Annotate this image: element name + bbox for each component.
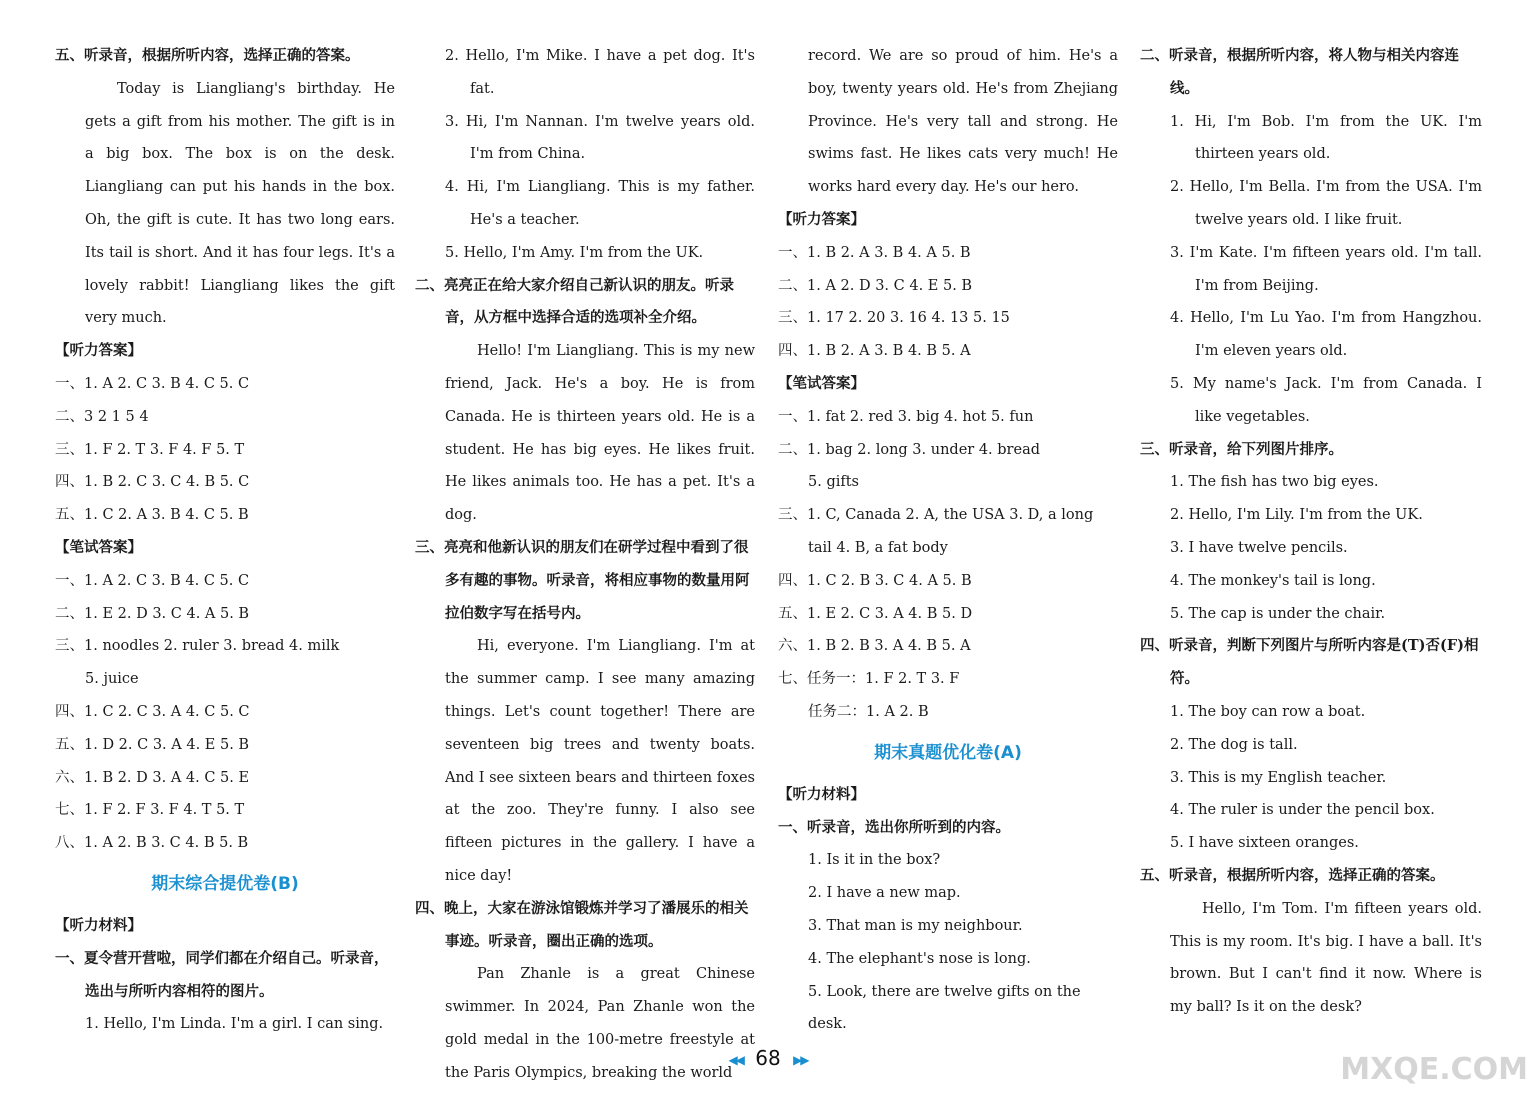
text-line: 二、亮亮正在给大家介绍自己新认识的朋友。听录音，从方框中选择合适的选项补全介绍。 (415, 276, 734, 327)
text-line: 七、任务一：1. F 2. T 3. F (778, 671, 960, 688)
column-2 (415, 40, 755, 1090)
text-line: 四、听录音，判断下列图片与所听内容是(T)否(F)相符。 (1140, 637, 1479, 688)
text-line: 2. Hello, I'm Bella. I'm from the USA. I'm twelve years old. I like fruit. (1170, 179, 1482, 228)
text-line: 四、1. C 2. C 3. A 4. C 5. C (55, 703, 250, 720)
text-line: Hello! I'm Liangliang. This is my new friend, Jack. He's a boy. He is from Canada. He is thirteen years old. He is a student. He has big eyes. He likes fruit. He likes animals too. He has a pet. It's a dog. (445, 343, 755, 524)
text-line: 六、1. B 2. B 3. A 4. B 5. A (778, 638, 971, 655)
text-line: 2. Hello, I'm Lily. I'm from the UK. (1170, 507, 1423, 524)
text-line: 5. juice (85, 671, 139, 688)
text-line: 4. Hi, I'm Liangliang. This is my father. He's a teacher. (445, 179, 755, 228)
text-line: 四、晚上，大家在游泳馆锻炼并学习了潘展乐的相关事迹。听录音，圈出正确的选项。 (415, 899, 749, 950)
text-line: 二、1. A 2. D 3. C 4. E 5. B (778, 277, 973, 294)
text-line: 五、1. D 2. C 3. A 4. E 5. B (55, 736, 250, 753)
text-line: 5. gifts (808, 474, 859, 491)
text-line: 【听力材料】 (55, 916, 142, 934)
text-line: 四、1. B 2. C 3. C 4. B 5. C (55, 474, 250, 491)
column-1 (55, 40, 395, 1041)
text-line: Today is Liangliang's birthday. He gets a gift from his mother. The gift is in a big box. The box is on the desk. Liangliang can put his hands in the box. Oh, the gift is cute. It has two long ears. Its tail is short. And it has four legs. It's a lovely rabbit! Liangliang likes the gift very much. (85, 80, 395, 327)
text-line: 4. The ruler is under the pencil box. (1170, 802, 1435, 819)
text-line: 1. The fish has two big eyes. (1170, 474, 1379, 491)
text-line: 三、1. noodles 2. ruler 3. bread 4. milk (55, 638, 340, 655)
text-line: 【听力答案】 (55, 342, 142, 360)
text-line: 三、听录音，给下列图片排序。 (1140, 440, 1343, 458)
text-line: 2. Hello, I'm Mike. I have a pet dog. It's fat. (445, 48, 755, 97)
text-line: 三、1. 17 2. 20 3. 16 4. 13 5. 15 (778, 310, 1010, 327)
text-line: 3. I'm Kate. I'm fifteen years old. I'm tall. I'm from Beijing. (1170, 244, 1482, 294)
section-title: 期末真题优化卷(A) (874, 742, 1022, 763)
text-line: 1. Is it in the box? (808, 852, 941, 869)
text-line: 【笔试答案】 (55, 538, 142, 556)
text-line: 4. Hello, I'm Lu Yao. I'm from Hangzhou. I'm eleven years old. (1170, 310, 1482, 360)
text-line: 5. The cap is under the chair. (1170, 605, 1386, 622)
text-line: 3. This is my English teacher. (1170, 769, 1387, 786)
text-line: 三、1. C, Canada 2. A, the USA 3. D, a long tail 4. B, a fat body (778, 507, 1094, 556)
text-line: 二、1. bag 2. long 3. under 4. bread (778, 441, 1040, 458)
text-line: 四、1. B 2. A 3. B 4. B 5. A (778, 343, 971, 360)
text-line: 一、1. B 2. A 3. B 4. A 5. B (778, 244, 971, 261)
text-line: 5. My name's Jack. I'm from Canada. I like vegetables. (1170, 375, 1482, 425)
text-line: 5. Look, there are twelve gifts on the desk. (808, 983, 1081, 1033)
text-line: 【笔试答案】 (778, 374, 865, 392)
text-line: 三、1. F 2. T 3. F 4. F 5. T (55, 441, 245, 458)
text-line: 二、3 2 1 5 4 (55, 408, 149, 425)
text-line: 【听力答案】 (778, 210, 865, 228)
text-line: 一、夏令营开营啦，同学们都在介绍自己。听录音，选出与所听内容相符的图片。 (55, 949, 389, 1000)
text-line: 三、亮亮和他新认识的朋友们在研学过程中看到了很多有趣的事物。听录音，将相应事物的数量用阿拉伯数字写在括号内。 (415, 538, 750, 622)
text-line: 3. Hi, I'm Nannan. I'm twelve years old. I'm from China. (445, 113, 755, 163)
text-line: 一、1. fat 2. red 3. big 4. hot 5. fun (778, 408, 1034, 425)
column-3 (778, 40, 1118, 1041)
text-line: 1. Hi, I'm Bob. I'm from the UK. I'm thirteen years old. (1170, 113, 1482, 163)
text-line: 4. The monkey's tail is long. (1170, 572, 1376, 589)
text-line: record. We are so proud of him. He's a boy, twenty years old. He's from Zhejiang Province. He's very tall and strong. He swims fast. He likes cats very much! He works hard every day. He's our hero. (808, 48, 1118, 196)
text-line: 2. The dog is tall. (1170, 736, 1298, 753)
text-line: Hi, everyone. I'm Liangliang. I'm at the summer camp. I see many amazing things. Let's count together! There are seventeen big trees and twenty boats. And I see sixteen bears and thirteen foxes at the zoo. They're funny. I also see fifteen pictures in the gallery. I have a nice day! (445, 638, 755, 884)
text-line: 二、1. E 2. D 3. C 4. A 5. B (55, 605, 250, 622)
column-4 (1140, 40, 1482, 1024)
text-line: Hello, I'm Tom. I'm fifteen years old. This is my room. It's big. I have a ball. It's brown. But I can't find it now. Where is my ball? Is it on the desk? (1170, 900, 1482, 1016)
text-line: 1. Hello, I'm Linda. I'm a girl. I can sing. (85, 1016, 384, 1033)
text-line: Pan Zhanle is a great Chinese swimmer. In 2024, Pan Zhanle won the gold medal in the 100-metre freestyle at the Paris Olympics, breaking the world (445, 966, 755, 1081)
text-line: 五、1. C 2. A 3. B 4. C 5. B (55, 507, 249, 524)
text-line: 一、听录音，选出你所听到的内容。 (778, 818, 1010, 836)
page-number: 68 (755, 1046, 781, 1070)
text-line: 二、听录音，根据所听内容，将人物与相关内容连线。 (1140, 47, 1459, 97)
text-line: 【听力材料】 (778, 785, 865, 803)
text-line: 5. Hello, I'm Amy. I'm from the UK. (445, 244, 704, 261)
page-footer (0, 1046, 1536, 1070)
prev-arrows-icon: ◀◀ (728, 1052, 743, 1067)
text-line: 3. I have twelve pencils. (1170, 539, 1348, 556)
text-line: 5. I have sixteen oranges. (1170, 835, 1359, 852)
text-line: 1. The boy can row a boat. (1170, 703, 1366, 720)
text-line: 4. The elephant's nose is long. (808, 950, 1031, 967)
text-line: 五、听录音，根据所听内容，选择正确的答案。 (55, 47, 360, 64)
text-line: 七、1. F 2. F 3. F 4. T 5. T (55, 802, 245, 819)
text-line: 五、1. E 2. C 3. A 4. B 5. D (778, 605, 973, 622)
text-line: 一、1. A 2. C 3. B 4. C 5. C (55, 572, 250, 589)
text-line: 五、听录音，根据所听内容，选择正确的答案。 (1140, 866, 1445, 884)
text-line: 四、1. C 2. B 3. C 4. A 5. B (778, 572, 972, 589)
next-arrows-icon: ▶▶ (793, 1052, 808, 1067)
text-line: 任务二：1. A 2. B (808, 703, 929, 720)
text-line: 2. I have a new map. (808, 885, 961, 902)
text-line: 八、1. A 2. B 3. C 4. B 5. B (55, 835, 249, 852)
text-line: 3. That man is my neighbour. (808, 917, 1023, 934)
section-title: 期末综合提优卷(B) (151, 873, 299, 894)
watermark: MXQE.COM (1340, 1052, 1528, 1087)
text-line: 六、1. B 2. D 3. A 4. C 5. E (55, 769, 250, 786)
text-line: 一、1. A 2. C 3. B 4. C 5. C (55, 375, 250, 392)
